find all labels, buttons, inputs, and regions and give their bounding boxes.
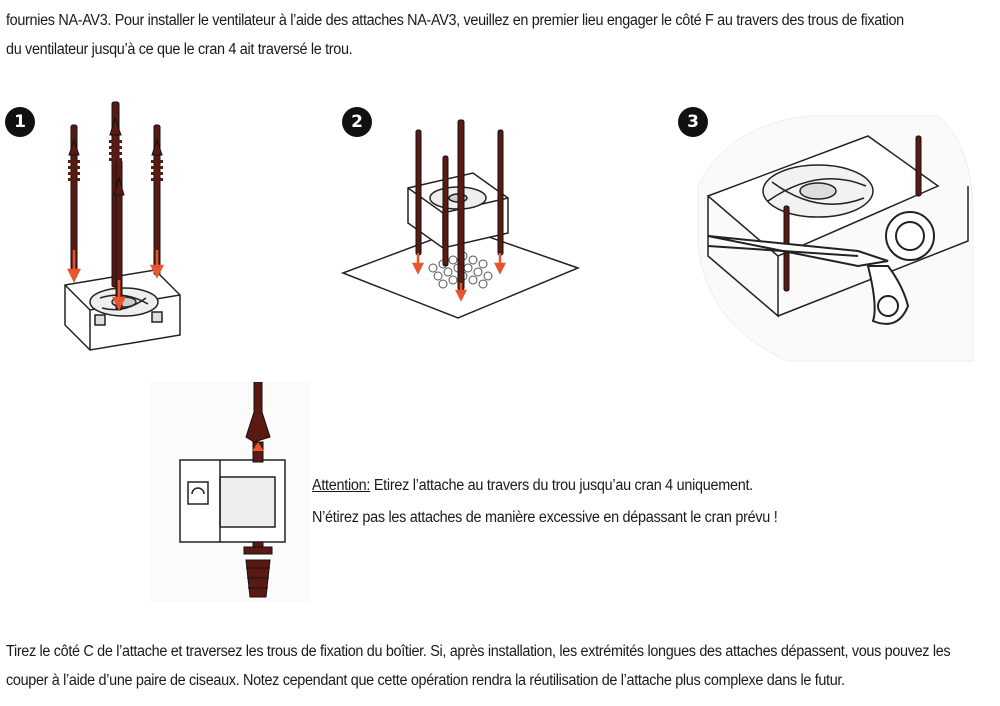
intro-paragraph: fournies NA-AV3. Pour installer le ventilateur à l’aide des attaches NA-AV3, veuillez en premier lieu engager le côté F au travers des trous de fixation du ventilateur jusqu’à ce que le cran 4 ait traversé le trou. — [6, 12, 904, 58]
step-1-badge: 1 — [5, 107, 35, 137]
attention-note — [312, 470, 833, 534]
step-3-badge: 3 — [678, 107, 708, 137]
step-2-badge: 2 — [342, 107, 372, 137]
step-2-illustration — [338, 118, 588, 348]
step-1-illustration — [40, 100, 210, 355]
step-3-illustration — [688, 106, 978, 364]
attention-line-2: N’étirez pas les attaches de manière excessive en dépassant le cran prévu ! — [312, 509, 778, 526]
attention-line-1 — [312, 470, 833, 502]
attention-label: Attention: — [312, 477, 371, 494]
outro-paragraph: Tirez le côté C de l’attache et traversez les trous de fixation du boîtier. Si, après installation, les extrémités longues des attaches dépassent, vous pouvez les couper à l’aide d’une paire de ciseaux. Notez cependant que cette opération rendra la réutilisation de l’attache plus complexe dans le futur. — [6, 643, 951, 689]
attention-line-1-text: Etirez l’attache au travers du trou jusqu’au cran 4 uniquement. — [370, 477, 753, 494]
detail-illustration — [150, 382, 310, 602]
